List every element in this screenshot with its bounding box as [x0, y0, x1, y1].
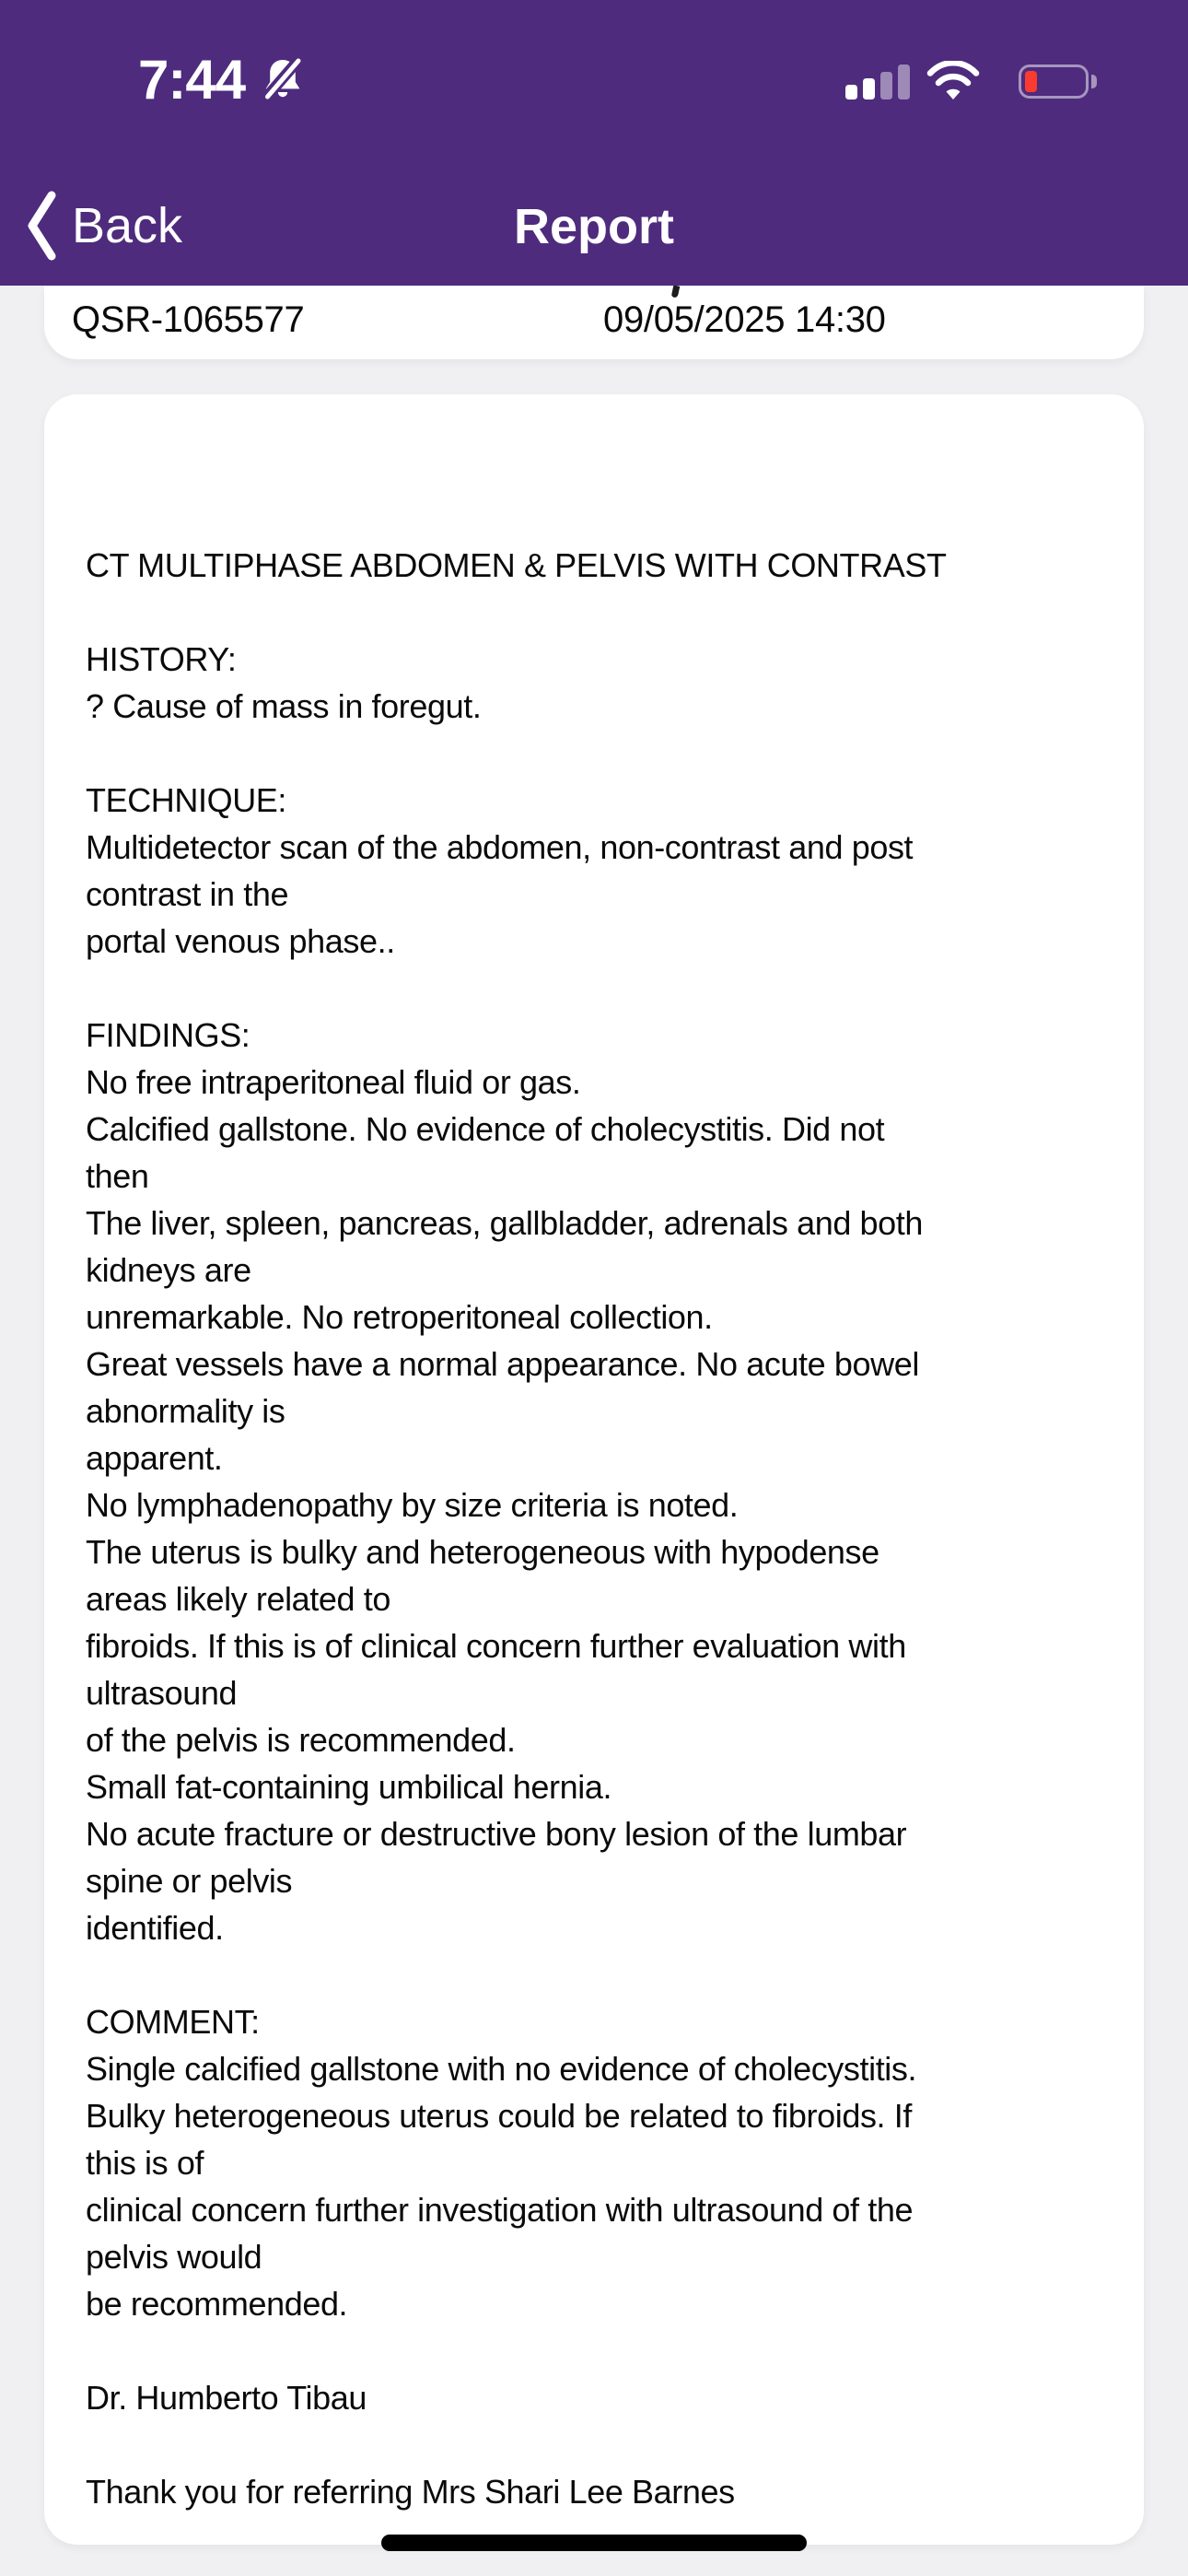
- report-line: then: [86, 1157, 149, 1195]
- report-line: Single calcified gallstone with no evidence of cholecystitis.: [86, 2050, 917, 2088]
- report-line: contrast in the: [86, 875, 289, 913]
- bell-slash-icon: [259, 55, 307, 103]
- signal-bar-1: [845, 85, 857, 100]
- report-line: identified.: [86, 1909, 224, 1947]
- report-line: Great vessels have a normal appearance. No acute bowel: [86, 1345, 919, 1383]
- report-line: [86, 1951, 1109, 1998]
- clipped-text-remnant: [671, 285, 681, 298]
- report-line: Thank you for referring Mrs Shari Lee Barnes: [86, 2473, 735, 2511]
- report-line: CT MULTIPHASE ABDOMEN & PELVIS WITH CONTRAST: [86, 546, 947, 584]
- report-line: [86, 2421, 1109, 2468]
- report-line: No acute fracture or destructive bony lesion of the lumbar: [86, 1815, 907, 1853]
- battery-nub: [1091, 75, 1097, 88]
- signal-bar-4: [898, 64, 910, 100]
- battery-icon: [1019, 64, 1089, 99]
- report-line: No lymphadenopathy by size criteria is noted.: [86, 1486, 739, 1524]
- report-line: Bulky heterogeneous uterus could be related to fibroids. If: [86, 2097, 912, 2135]
- report-line: [86, 589, 1109, 636]
- report-line: Small fat-containing umbilical hernia.: [86, 1768, 612, 1806]
- home-indicator[interactable]: [381, 2535, 807, 2551]
- back-label: Back: [72, 198, 183, 253]
- report-line: FINDINGS:: [86, 1016, 250, 1054]
- report-line: this is of: [86, 2144, 204, 2182]
- back-button[interactable]: [26, 184, 182, 267]
- report-line: Dr. Humberto Tibau: [86, 2379, 367, 2417]
- report-line: No free intraperitoneal fluid or gas.: [86, 1063, 581, 1101]
- report-line: unremarkable. No retroperitoneal collection.: [86, 1298, 713, 1336]
- battery-level-fill: [1025, 71, 1037, 92]
- report-line: portal venous phase..: [86, 922, 395, 960]
- report-line: The liver, spleen, pancreas, gallbladder, adrenals and both: [86, 1204, 924, 1242]
- report-body: [44, 394, 1144, 2515]
- wifi-icon: [926, 61, 980, 101]
- report-line: be recommended.: [86, 2285, 348, 2323]
- report-line: of the pelvis is recommended.: [86, 1721, 516, 1759]
- report-line: COMMENT:: [86, 2003, 260, 2041]
- report-line: [86, 965, 1109, 1012]
- chevron-left-icon: [26, 189, 57, 263]
- page-title: Report: [514, 199, 674, 254]
- report-line: abnormality is: [86, 1392, 285, 1430]
- report-line: ? Cause of mass in foregut.: [86, 687, 482, 725]
- report-line: clinical concern further investigation with ultrasound of the: [86, 2191, 914, 2229]
- report-card[interactable]: [44, 394, 1144, 2545]
- report-line: The uterus is bulky and heterogeneous with hypodense: [86, 1533, 879, 1571]
- report-line: Multidetector scan of the abdomen, non-contrast and post: [86, 828, 914, 866]
- report-meta-card: [44, 286, 1144, 359]
- report-line: kidneys are: [86, 1251, 251, 1289]
- status-time: 7:44: [138, 49, 246, 111]
- signal-bar-2: [863, 78, 875, 100]
- report-line: [86, 2327, 1109, 2374]
- accession-number: QSR-1065577: [72, 299, 305, 340]
- report-line: [86, 730, 1109, 777]
- report-line: Calcified gallstone. No evidence of cholecystitis. Did not: [86, 1110, 885, 1148]
- report-datetime: 09/05/2025 14:30: [603, 299, 886, 340]
- signal-bar-3: [880, 72, 892, 100]
- report-line: TECHNIQUE:: [86, 781, 287, 819]
- report-line: pelvis would: [86, 2238, 262, 2276]
- report-line: HISTORY:: [86, 640, 237, 678]
- report-line: areas likely related to: [86, 1580, 390, 1618]
- header: [0, 0, 1188, 286]
- cellular-signal-icon: [845, 64, 912, 100]
- report-line: spine or pelvis: [86, 1862, 293, 1900]
- report-line: fibroids. If this is of clinical concern further evaluation with: [86, 1627, 906, 1665]
- report-line: apparent.: [86, 1439, 223, 1477]
- report-line: ultrasound: [86, 1674, 238, 1712]
